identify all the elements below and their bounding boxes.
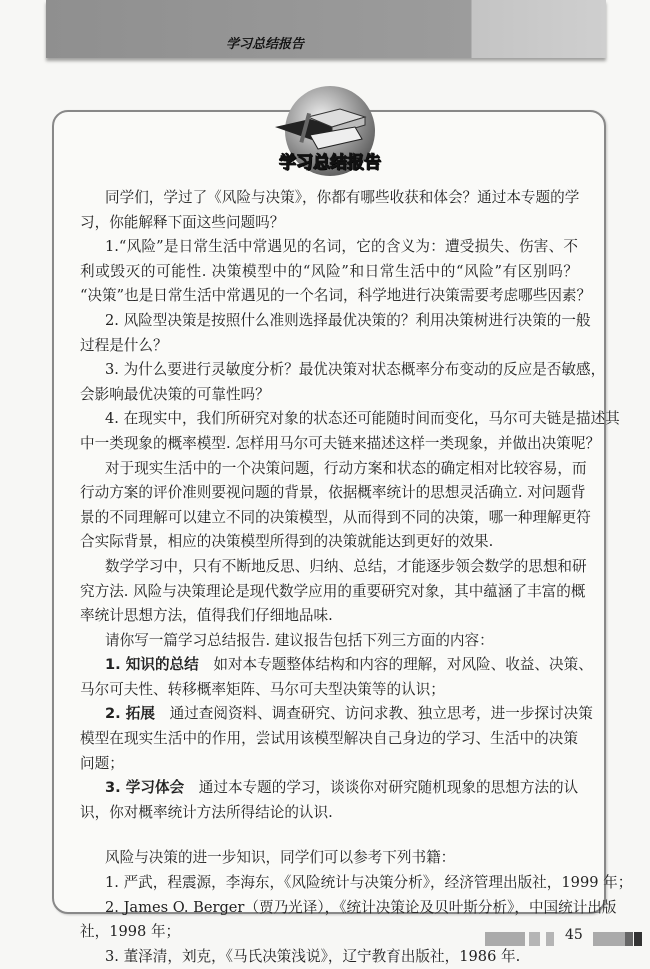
- paragraph: [80, 309, 591, 358]
- page-header-band: [46, 0, 606, 58]
- line-text: 通过本专题的学习，谈谈你对研究随机现象的思想方法的认: [184, 779, 579, 797]
- text-line: 景的不同理解可以建立不同的决策模型，从而得到不同的决策，哪一种理解更符: [80, 508, 591, 526]
- text-line: 社，1998 年；: [80, 923, 181, 941]
- text-line: 对于现实生活中的一个决策问题，行动方案和状态的确定相对比较容易，而: [105, 459, 587, 477]
- text-line: 合实际背景，相应的决策模型所得到的决策就能达到更好的效果.: [80, 533, 494, 551]
- paragraph: [80, 555, 587, 629]
- bold-label: 2. 拓展: [105, 705, 155, 723]
- footer-bar-decoration: [634, 932, 642, 946]
- text-line: 马尔可夫性、转移概率矩阵、马尔可夫型决策等的认识；: [80, 680, 445, 698]
- text-line: 2. James O. Berger（贾乃光译），《统计决策论及贝叶斯分析》，中国统计出版: [105, 898, 617, 916]
- reference-item: [80, 871, 633, 896]
- text-line: 行动方案的评价准则要视问题的背景，依据概率统计的思想灵活确立. 对问题背: [80, 484, 586, 502]
- text-line: 识，你对概率统计方法所得结论的认识.: [80, 803, 333, 821]
- text-line: 究方法. 风险与决策理论是现代数学应用的重要研究对象，其中蕴涵了丰富的概: [80, 582, 586, 600]
- paragraph: [80, 407, 620, 456]
- footer-bar-decoration: [529, 932, 540, 946]
- text-line: 中一类现象的概率模型. 怎样用马尔可夫链来描述这样一类现象，并做出决策呢？: [80, 434, 601, 452]
- text-line: 4. 在现实中，我们所研究对象的状态还可能随时间而变化，马尔可夫链是描述其: [105, 410, 620, 428]
- text-line: 3. 董泽清，刘克，《马氏决策浅说》，辽宁教育出版社，1986 年.: [105, 947, 521, 965]
- paragraph: [80, 702, 593, 776]
- references-intro: 风险与决策的进一步知识，同学们可以参考下列书籍：: [105, 849, 456, 867]
- text-line: 利或毁灭的可能性. 决策模型中的“风险”和日常生活中的“风险”有区别吗？: [80, 262, 578, 280]
- text-line: 过程是什么？: [80, 336, 168, 354]
- line-text: 通过查阅资料、调查研究、访问求教、独立思考，进一步探讨决策: [154, 705, 593, 723]
- paragraph: [80, 235, 592, 309]
- text-line: [80, 653, 593, 678]
- text-line: 会影响最优决策的可靠性吗？: [80, 385, 270, 403]
- text-line: 率统计思想方法，值得我们仔细地品味.: [80, 607, 333, 625]
- text-line: 同学们，学过了《风险与决策》，你都有哪些收获和体会？通过本专题的学: [105, 189, 580, 206]
- footer-bar-decoration: [485, 932, 525, 946]
- paragraph: [80, 358, 606, 407]
- text-line: 习，你能解释下面这些问题吗？: [80, 213, 285, 231]
- text-line: [80, 776, 578, 801]
- line-text: 如对本专题整体结构和内容的理解，对风险、收益、决策、: [198, 656, 593, 674]
- paragraph: [80, 186, 578, 235]
- footer-bar-decoration: [625, 932, 633, 946]
- page-number: 45: [565, 927, 583, 943]
- paragraph: [80, 653, 593, 702]
- text-line: 2. 风险型决策是按照什么准则选择最优决策的？利用决策树进行决策的一般: [105, 311, 591, 329]
- text-line: 数学学习中，只有不断地反思、归纳、总结，才能逐步领会数学的思想和研: [105, 557, 587, 575]
- report-body: [80, 186, 633, 969]
- text-line: 问题；: [80, 754, 124, 772]
- bold-label: 1. 知识的总结: [105, 656, 199, 674]
- text-line: [80, 702, 593, 727]
- text-line: “决策”也是日常生活中常遇见的一个名词，科学地进行决策需要考虑哪些因素？: [80, 287, 592, 305]
- bold-label: 3. 学习体会: [105, 779, 185, 797]
- paragraph: [80, 629, 578, 654]
- paragraph: [80, 457, 591, 555]
- header-title: 学习总结报告: [226, 37, 305, 52]
- text-line: 请你写一篇学习总结报告. 建议报告包括下列三方面的内容：: [105, 631, 494, 649]
- reference-item: [80, 945, 578, 969]
- text-line: 1.“风险”是日常生活中常遇见的名词，它的含义为：遭受损失、伤害、不: [105, 238, 578, 256]
- spacer: [80, 825, 578, 846]
- footer-bar-decoration: [593, 932, 625, 946]
- emblem-title: 学习总结报告: [279, 153, 381, 173]
- footer-bar-decoration: [546, 932, 554, 946]
- text-line: 模型在现实生活中的作用，尝试用该模型解决自己身边的学习、生活中的决策: [80, 730, 578, 748]
- paragraph: [80, 776, 578, 825]
- text-line: 1. 严武，程震源，李海东，《风险统计与决策分析》，经济管理出版社，1999 年；: [105, 874, 633, 892]
- text-line: 3. 为什么要进行灵敏度分析？最优决策对状态概率分布变动的反应是否敏感，: [105, 361, 606, 379]
